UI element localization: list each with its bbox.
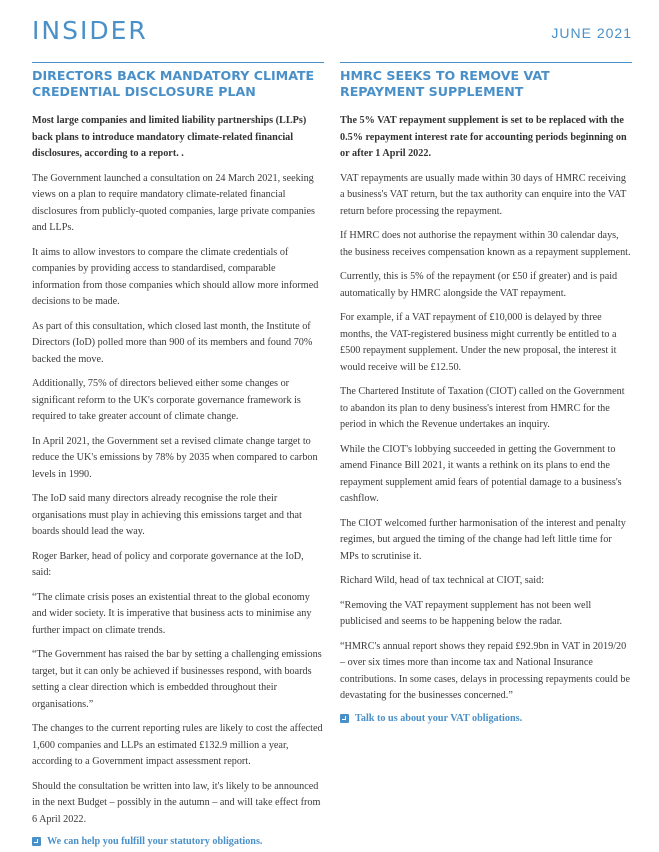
divider — [32, 62, 324, 63]
article-climate-disclosure — [32, 62, 324, 847]
paragraph: While the CIOT's lobbying succeeded in getting the Government to amend Finance Bill 2021, it wants a rethink on its plans to end the repayment supplement amid fears of potential damage to a business's cashflow. — [340, 443, 622, 504]
arrow-icon — [32, 837, 41, 846]
article-vat-repayment — [340, 62, 632, 724]
arrow-icon — [340, 714, 349, 723]
masthead — [32, 16, 632, 46]
issue-date: JUNE 2021 — [551, 25, 632, 41]
quote-paragraph: “Removing the VAT repayment supplement has not been well publicised and seems to be happening below the radar. — [340, 599, 592, 627]
paragraph: Currently, this is 5% of the repayment (or £50 if greater) and is paid automatically by HMRC alongside the VAT repayment. — [340, 271, 618, 299]
paragraph: The Chartered Institute of Taxation (CIOT) called on the Government to abandon its plan to deny business's interest from HMRC for the period in which the Revenue undertakes an inquiry. — [340, 386, 625, 430]
paragraph: As part of this consultation, which closed last month, the Institute of Directors (IoD) polled more than 900 of its members and found 70% backed the move. — [32, 320, 313, 365]
quote-paragraph: “The Government has raised the bar by setting a challenging emissions target, but it can only be achieved if businesses respond, with boards setting a clear direction which is embedded throughout their organisations.” — [32, 649, 322, 710]
paragraph: It aims to allow investors to compare the climate credentials of companies by providing access to standardised, comparable information from those companies which should allow more informed decisions to be made. — [32, 246, 319, 307]
paragraph: For example, if a VAT repayment of £10,000 is delayed by three months, the VAT-registered business might currently be entitled to a £500 repayment supplement. Under the new proposal, the interest it would receive will be £12.50. — [340, 312, 617, 373]
paragraph: Richard Wild, head of tax technical at CIOT, said: — [340, 575, 545, 586]
statutory-obligations-link[interactable]: We can help you fulfill your statutory obligations. — [32, 836, 324, 847]
quote-paragraph: “The climate crisis poses an existential threat to the global economy and wider society. It is imperative that business acts to minimise any further impact on climate trends. — [32, 591, 312, 636]
divider — [340, 62, 632, 63]
paragraph: The Government launched a consultation on 24 March 2021, seeking views on a plan to require mandatory climate-related financial disclosures from publicly-quoted companies, large private companies and LLPs. — [32, 172, 316, 233]
paragraph: Roger Barker, head of policy and corporate governance at the IoD, said: — [32, 550, 304, 578]
article-lead: Most large companies and limited liability partnerships (LLPs) back plans to introduce mandatory climate-related financial disclosures, according to a report. . — [32, 115, 307, 159]
brand-title: INSIDER — [32, 16, 148, 45]
paragraph: Additionally, 75% of directors believed either some changes or significant reform to the UK's corporate governance framework is required to take greater account of climate change. — [32, 378, 301, 422]
paragraph: The changes to the current reporting rules are likely to cost the affected 1,600 companies and LLPs an estimated £132.9 million a year, according to a Government impact assessment report. — [32, 723, 323, 767]
paragraph: If HMRC does not authorise the repayment within 30 calendar days, the business receives compensation known as a repayment supplement. — [340, 230, 631, 258]
article-lead: The 5% VAT repayment supplement is set to be replaced with the 0.5% repayment interest rate for accounting periods beginning on or after 1 April 2022. — [340, 115, 627, 159]
paragraph: In April 2021, the Government set a revised climate change target to reduce the UK's emissions by 78% by 2035 when compared to carbon levels in 1990. — [32, 435, 318, 480]
quote-paragraph: “HMRC's annual report shows they repaid £92.9bn in VAT in 2019/20 – over six times more than income tax and National Insurance contributions. In some cases, delays in processing repayments could be devastating for the businesses concerned.” — [340, 640, 630, 701]
vat-obligations-link[interactable]: Talk to us about your VAT obligations. — [340, 713, 632, 724]
paragraph: The IoD said many directors already recognise the role their organisations must play in achieving this emissions target and that boards should lead the way. — [32, 493, 302, 537]
article-headline: DIRECTORS BACK MANDATORY CLIMATE CREDENTIAL DISCLOSURE PLAN — [32, 68, 315, 99]
paragraph: Should the consultation be written into law, it's likely to be announced in the next Budget – possibly in the autumn – and will take effect from 6 April 2022. — [32, 780, 321, 825]
paragraph: VAT repayments are usually made within 30 days of HMRC receiving a business's VAT return, but the tax authority can enquire into the VAT return before processing the repayment. — [340, 172, 627, 217]
paragraph: The CIOT welcomed further harmonisation of the interest and penalty regimes, but argued the timing of the change had left little time for MPs to scrutinise it. — [340, 517, 626, 562]
article-headline: HMRC SEEKS TO REMOVE VAT REPAYMENT SUPPLEMENT — [340, 68, 550, 99]
